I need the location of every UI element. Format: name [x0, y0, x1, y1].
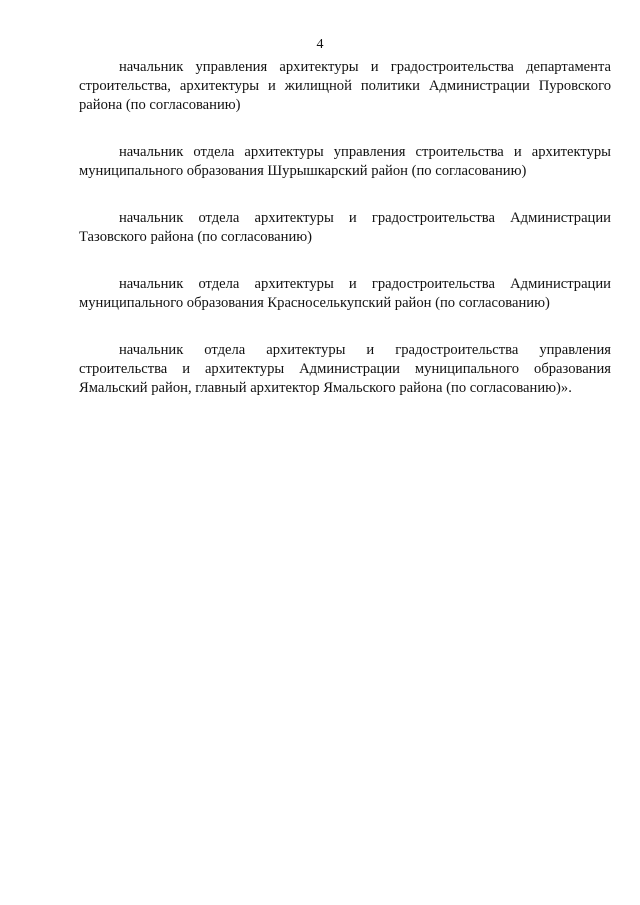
paragraph-shuryshkarsky: начальник отдела архитектуры управления строительства и архитектуры муниципального образования Шурышкарский район (по согласованию) — [79, 144, 611, 179]
document-body — [79, 58, 611, 426]
paragraph-yamalsky: начальник отдела архитектуры и градостроительства управления строительства и архитектуры Администрации муниципального образования Ямальский район, главный архитектор Ямальского района (по согласованию)». — [79, 342, 611, 396]
paragraph-purovsky: начальник управления архитектуры и градостроительства департамента строительства, архитектуры и жилищной политики Администрации Пуровского района (по согласованию) — [79, 59, 611, 113]
page-number: 4 — [316, 37, 324, 52]
paragraph-tazovsky: начальник отдела архитектуры и градостроительства Администрации Тазовского района (по согласованию) — [79, 210, 611, 245]
paragraph-krasnoselkupsky: начальник отдела архитектуры и градостроительства Администрации муниципального образования Красноселькупский район (по согласованию) — [79, 276, 611, 311]
